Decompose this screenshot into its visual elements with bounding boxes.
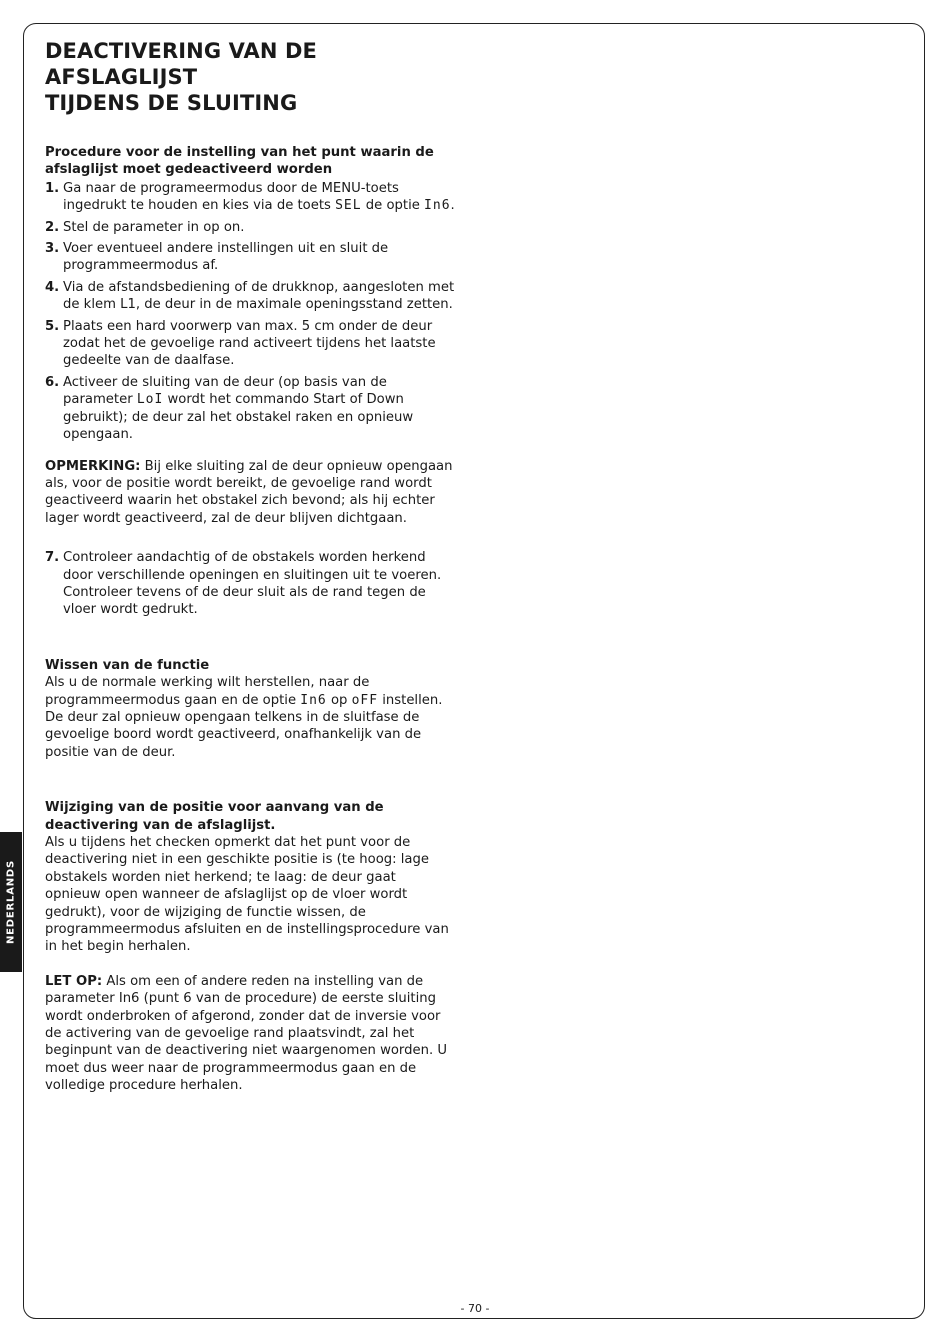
- step-number: 3.: [45, 241, 60, 257]
- wissen-text-c: instellen.: [378, 692, 443, 708]
- step-text: Via de afstandsbediening of de drukknop, aangesloten met de klem L1, de deur in de maximale openingsstand zetten.: [63, 279, 455, 313]
- step-number: 2.: [45, 219, 60, 235]
- letop-label: LET OP:: [45, 973, 103, 989]
- step-number: 6.: [45, 374, 60, 390]
- wissen-text-b: op: [326, 692, 352, 708]
- step-5: [45, 318, 455, 370]
- step-text: de optie: [361, 198, 425, 214]
- section-wissen: [45, 657, 455, 761]
- step-text: Ga naar de programeermodus door de MENU-toets ingedrukt te houden en kies via de toets: [63, 180, 399, 214]
- section-wissen-text: [45, 674, 455, 709]
- wissen-text-a: Als u de normale werking wilt herstellen, naar de programmeermodus gaan en de optie: [45, 675, 370, 708]
- display-code-in6: In6: [300, 692, 327, 708]
- section-wijziging-heading: Wijziging van de positie voor aanvang van de deactivering van de afslaglijst.: [45, 800, 384, 833]
- step-1: [45, 180, 455, 215]
- step-number: 1.: [45, 180, 60, 196]
- section-wijziging: [45, 799, 455, 956]
- step-6: [45, 374, 455, 444]
- step-number: 7.: [45, 550, 60, 566]
- remark-label: OPMERKING:: [45, 458, 141, 474]
- step-text: Plaats een hard voorwerp van max. 5 cm onder de deur zodat het de gevoelige rand activeert tijdens het laatste gedeelte van de daalfase.: [63, 318, 436, 369]
- section-wissen-heading: Wissen van de functie: [45, 657, 210, 673]
- language-tab: [0, 832, 22, 972]
- remark-paragraph: [45, 458, 455, 528]
- step-2: [45, 219, 455, 236]
- step-text: Activeer de sluiting van de deur (op basis van de parameter: [63, 374, 387, 408]
- page-title-line2: TIJDENS DE SLUITING: [45, 91, 298, 115]
- procedure-heading: Procedure voor de instelling van het punt waarin de afslaglijst moet gedeactiveerd worden: [45, 145, 434, 178]
- procedure-steps: [45, 180, 455, 444]
- language-tab-label: NEDERLANDS: [5, 859, 17, 945]
- step-text: Controleer aandachtig of de obstakels worden herkend door verschillende openingen en sluitingen uit te voeren. Controleer tevens of de deur sluit als de rand tegen de vloer wordt gedrukt.: [63, 550, 442, 618]
- letop-paragraph: [45, 973, 455, 1095]
- remark-text: Bij elke sluiting zal de deur opnieuw opengaan als, voor de positie wordt bereikt, de gevoelige rand wordt geactiveerd waarin het obstakel zich bevond; als hij echter lager wordt geactiveerd, zal de deur blijven dichtgaan.: [45, 458, 453, 526]
- display-code-off: oFF: [351, 692, 379, 708]
- step-text: Stel de parameter in op on.: [63, 219, 245, 235]
- step-number: 4.: [45, 279, 60, 295]
- display-code-sel: SEL: [335, 198, 362, 214]
- step-3: [45, 240, 455, 275]
- display-code-in6: In6: [424, 198, 451, 214]
- step-4: [45, 279, 455, 314]
- step-text: .: [450, 198, 455, 214]
- step-text: Voer eventueel andere instellingen uit en sluit de programmeermodus af.: [63, 241, 389, 274]
- step-number: 5.: [45, 318, 60, 334]
- letop-text: Als om een of andere reden na instelling van de parameter In6 (punt 6 van de procedure) de eerste sluiting wordt onderbroken of afgerond, zonder dat de inversie voor de activering van de gevoelige rand plaatsvindt, zal het beginpunt van de deactivering niet waargenomen worden. U moet dus weer naar de programmeermodus gaan en de volledige procedure herhalen.: [45, 973, 447, 1094]
- section-wissen-text2: De deur zal opnieuw opengaan telkens in de sluitfase de gevoelige boord wordt geactiveerd, onafhankelijk van de positie van de deur.: [45, 709, 422, 760]
- step-text: wordt het commando Start of Down gebruikt); de deur zal het obstakel raken en opnieuw opengaan.: [63, 392, 414, 443]
- procedure-step-7: [45, 549, 455, 619]
- section-wijziging-text: Als u tijdens het checken opmerkt dat het punt voor de deactivering niet in een geschikte positie is (te hoog: lage obstakels worden niet herkend; te laag: de deur gaat opnieuw open wanneer de afslaglijst op de vloer wordt gedrukt), voor de wijziging de functie wissen, de programmeermodus afsluiten en de instellingsprocedure van in het begin herhalen.: [45, 835, 449, 955]
- page-number: - 70 -: [460, 1302, 490, 1315]
- page-title: [45, 38, 455, 116]
- step-7: [45, 549, 455, 619]
- main-content: [45, 38, 455, 1095]
- display-code-loi: LoI: [136, 392, 164, 408]
- page-title-line1: DEACTIVERING VAN DE AFSLAGLIJST: [45, 39, 317, 89]
